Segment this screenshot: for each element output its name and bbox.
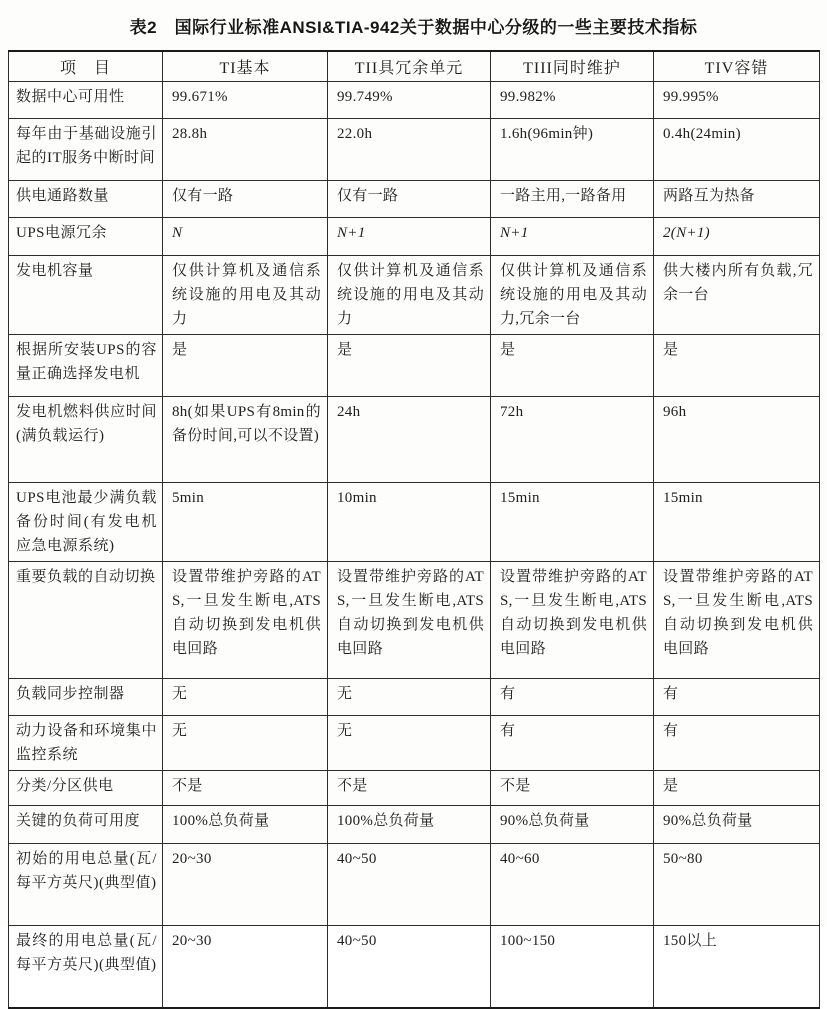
value-cell: 设置带维护旁路的ATS,一旦发生断电,ATS自动切换到发电机供电回路 [491, 562, 654, 679]
value-cell: 是 [163, 335, 328, 397]
value-cell: 1.6h(96min钟) [491, 119, 654, 181]
table-header [9, 51, 820, 82]
value-cell: 24h [328, 397, 491, 483]
table-row [9, 218, 820, 256]
table-row [9, 926, 820, 1009]
value-cell: 仅供计算机及通信系统设施的用电及其动力,冗余一台 [491, 256, 654, 335]
value-cell: 仅有一路 [328, 181, 491, 218]
value-cell: 有 [491, 679, 654, 716]
value-cell: 40~50 [328, 844, 491, 926]
value-cell: 无 [163, 679, 328, 716]
row-label: 初始的用电总量(瓦/每平方英尺)(典型值) [9, 844, 163, 926]
value-cell: 15min [491, 483, 654, 562]
value-cell: 150以上 [654, 926, 820, 1009]
table-body [9, 82, 820, 1009]
table-row [9, 844, 820, 926]
row-label: 供电通路数量 [9, 181, 163, 218]
value-cell: 99.671% [163, 82, 328, 119]
value-cell: 100~150 [491, 926, 654, 1009]
value-cell: 40~50 [328, 926, 491, 1009]
row-label: 发电机容量 [9, 256, 163, 335]
table-row [9, 397, 820, 483]
value-cell: 是 [491, 335, 654, 397]
value-cell: 100%总负荷量 [163, 806, 328, 844]
table-row [9, 82, 820, 119]
value-cell: 72h [491, 397, 654, 483]
value-cell: 99.749% [328, 82, 491, 119]
value-cell: N+1 [328, 218, 491, 256]
table-title: 表2 国际行业标准ANSI&TIA-942关于数据中心分级的一些主要技术指标 [129, 18, 698, 37]
value-cell: 20~30 [163, 926, 328, 1009]
value-cell: 无 [328, 716, 491, 771]
value-cell: 有 [654, 716, 820, 771]
value-cell: 设置带维护旁路的ATS,一旦发生断电,ATS自动切换到发电机供电回路 [654, 562, 820, 679]
value-cell: 是 [328, 335, 491, 397]
value-cell: 仅有一路 [163, 181, 328, 218]
table-row [9, 716, 820, 771]
value-cell: 供大楼内所有负载,冗余一台 [654, 256, 820, 335]
row-label: 最终的用电总量(瓦/每平方英尺)(典型值) [9, 926, 163, 1009]
value-cell: 有 [654, 679, 820, 716]
value-cell: 22.0h [328, 119, 491, 181]
column-header-tier1: TI基本 [163, 51, 328, 82]
value-cell: 仅供计算机及通信系统设施的用电及其动力 [163, 256, 328, 335]
table-row [9, 483, 820, 562]
table-row [9, 256, 820, 335]
spec-table [8, 50, 820, 1009]
value-cell: 15min [654, 483, 820, 562]
value-cell: 5min [163, 483, 328, 562]
row-label: 重要负载的自动切换 [9, 562, 163, 679]
column-header-item: 项 目 [9, 51, 163, 82]
row-label: UPS电池最少满负载备份时间(有发电机应急电源系统) [9, 483, 163, 562]
value-cell: 0.4h(24min) [654, 119, 820, 181]
column-header-tier3: TIII同时维护 [491, 51, 654, 82]
table-row [9, 335, 820, 397]
row-label: 根据所安装UPS的容量正确选择发电机 [9, 335, 163, 397]
value-cell: 设置带维护旁路的ATS,一旦发生断电,ATS自动切换到发电机供电回路 [328, 562, 491, 679]
value-cell: N [163, 218, 328, 256]
table-row [9, 679, 820, 716]
value-cell: N+1 [491, 218, 654, 256]
row-label: 分类/分区供电 [9, 771, 163, 806]
value-cell: 不是 [163, 771, 328, 806]
value-cell: 99.982% [491, 82, 654, 119]
row-label: UPS电源冗余 [9, 218, 163, 256]
table-row [9, 562, 820, 679]
row-label: 动力设备和环境集中监控系统 [9, 716, 163, 771]
value-cell: 96h [654, 397, 820, 483]
table-row [9, 181, 820, 218]
table-row [9, 771, 820, 806]
row-label: 发电机燃料供应时间(满负载运行) [9, 397, 163, 483]
value-cell: 仅供计算机及通信系统设施的用电及其动力 [328, 256, 491, 335]
value-cell: 设置带维护旁路的ATS,一旦发生断电,ATS自动切换到发电机供电回路 [163, 562, 328, 679]
value-cell: 8h(如果UPS有8min的备份时间,可以不设置) [163, 397, 328, 483]
value-cell: 无 [163, 716, 328, 771]
header-row [9, 51, 820, 82]
column-header-tier2: TII具冗余单元 [328, 51, 491, 82]
row-label: 数据中心可用性 [9, 82, 163, 119]
value-cell: 99.995% [654, 82, 820, 119]
value-cell: 不是 [491, 771, 654, 806]
row-label: 每年由于基础设施引起的IT服务中断时间 [9, 119, 163, 181]
value-cell: 90%总负荷量 [491, 806, 654, 844]
value-cell: 2(N+1) [654, 218, 820, 256]
row-label: 负载同步控制器 [9, 679, 163, 716]
value-cell: 有 [491, 716, 654, 771]
table-row [9, 119, 820, 181]
value-cell: 90%总负荷量 [654, 806, 820, 844]
row-label: 关键的负荷可用度 [9, 806, 163, 844]
value-cell: 无 [328, 679, 491, 716]
value-cell: 50~80 [654, 844, 820, 926]
value-cell: 不是 [328, 771, 491, 806]
value-cell: 10min [328, 483, 491, 562]
value-cell: 是 [654, 771, 820, 806]
value-cell: 一路主用,一路备用 [491, 181, 654, 218]
value-cell: 28.8h [163, 119, 328, 181]
value-cell: 100%总负荷量 [328, 806, 491, 844]
table-row [9, 806, 820, 844]
value-cell: 是 [654, 335, 820, 397]
value-cell: 20~30 [163, 844, 328, 926]
value-cell: 两路互为热备 [654, 181, 820, 218]
column-header-tier4: TIV容错 [654, 51, 820, 82]
value-cell: 40~60 [491, 844, 654, 926]
